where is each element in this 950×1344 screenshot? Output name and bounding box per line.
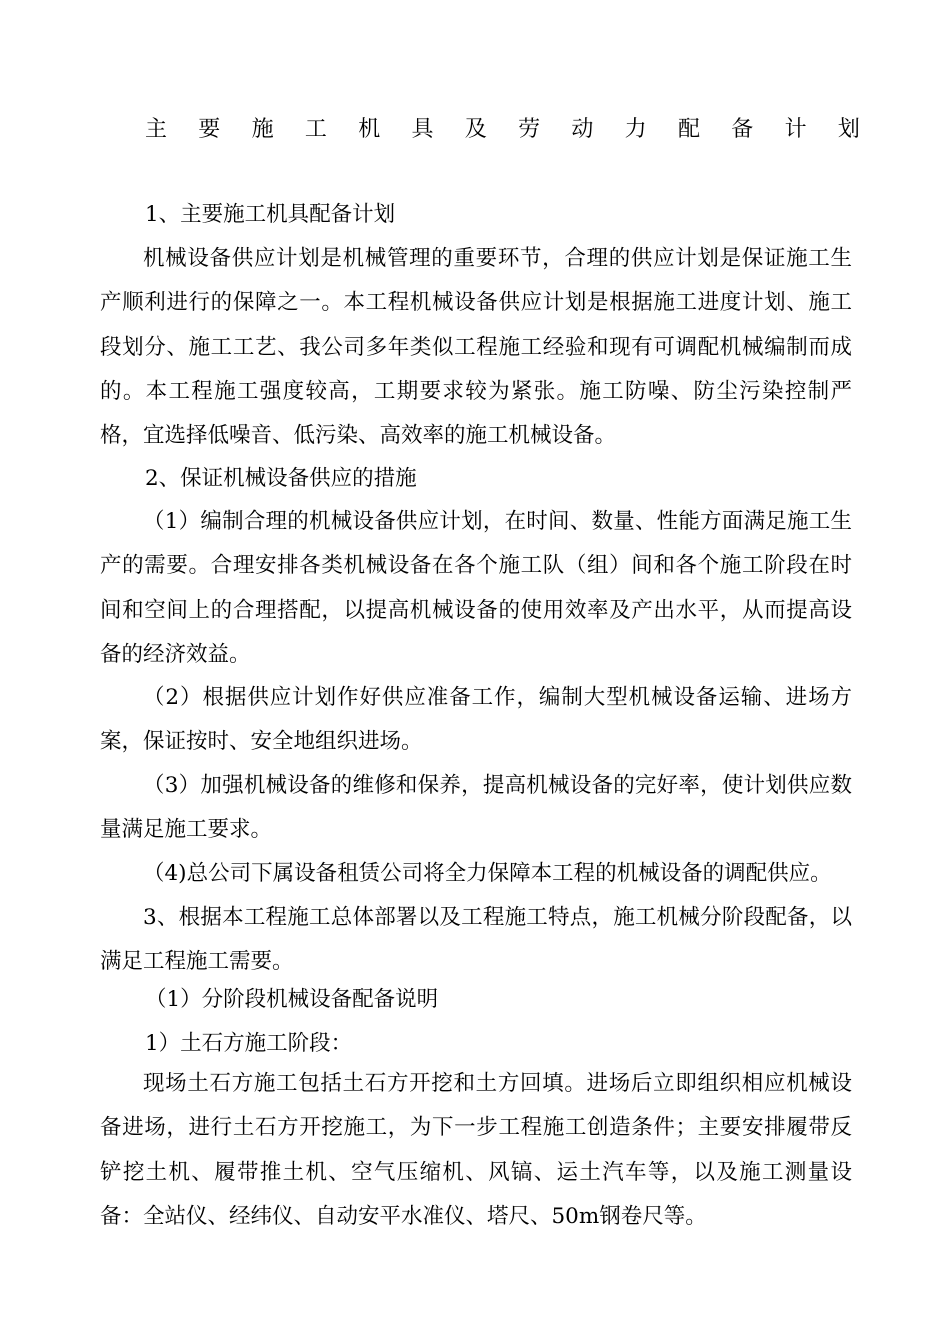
section-3-paragraph: 3、根据本工程施工总体部署以及工程施工特点，施工机械分阶段配备，以满足工程施工需要。	[100, 905, 852, 975]
title-char: 机	[358, 117, 381, 142]
title-char: 划	[837, 117, 860, 142]
page-title	[145, 115, 860, 145]
title-char: 劳	[518, 117, 541, 142]
section-2-heading: 2、保证机械设备供应的措施	[145, 466, 417, 491]
title-char: 要	[198, 117, 221, 142]
title-char: 力	[624, 117, 647, 142]
measure-1-paragraph: （1）编制合理的机械设备供应计划，在时间、数量、性能方面满足施工生产的需要。合理安排各类机械设备在各个施工队（组）间和各个施工阶段在时间和空间上的合理搭配，以提高机械设备的使用效率及产出水平，从而提高设备的经济效益。	[100, 509, 852, 667]
title-char: 备	[731, 117, 754, 142]
section-1-body: 机械设备供应计划是机械管理的重要环节，合理的供应计划是保证施工生产顺利进行的保障之一。本工程机械设备供应计划是根据施工进度计划、施工段划分、施工工艺、我公司多年类似工程施工经验和现有可调配机械编制而成的。本工程施工强度较高，工期要求较为紧张。施工防噪、防尘污染控制严格，宜选择低噪音、低污染、高效率的施工机械设备。	[100, 246, 852, 449]
title-char: 计	[784, 117, 807, 142]
measure-4-paragraph: （4)总公司下属设备租赁公司将全力保障本工程的机械设备的调配供应。	[143, 861, 832, 886]
stage-1-heading: 1）土石方施工阶段：	[145, 1031, 353, 1056]
section-1-heading: 1、主要施工机具配备计划	[145, 202, 396, 227]
title-char: 主	[145, 117, 168, 142]
title-char: 动	[571, 117, 594, 142]
title-char: 具	[411, 117, 434, 142]
measure-3-paragraph: （3）加强机械设备的维修和保养，提高机械设备的完好率，使计划供应数量满足施工要求。	[100, 773, 852, 843]
title-char: 施	[251, 117, 274, 142]
title-char: 工	[304, 117, 327, 142]
title-char: 及	[464, 117, 487, 142]
title-char: 配	[677, 117, 700, 142]
measure-2-paragraph: （2）根据供应计划作好供应准备工作，编制大型机械设备运输、进场方案，保证按时、安全地组织进场。	[100, 685, 852, 755]
subsection-1-heading: （1）分阶段机械设备配备说明	[145, 987, 439, 1012]
stage-1-body: 现场土石方施工包括土石方开挖和土方回填。进场后立即组织相应机械设备进场，进行土石方开挖施工，为下一步工程施工创造条件；主要安排履带反铲挖土机、履带推土机、空气压缩机、风镐、运土汽车等，以及施工测量设备：全站仪、经纬仪、自动安平水准仪、塔尺、50m钢卷尺等。	[100, 1071, 852, 1229]
